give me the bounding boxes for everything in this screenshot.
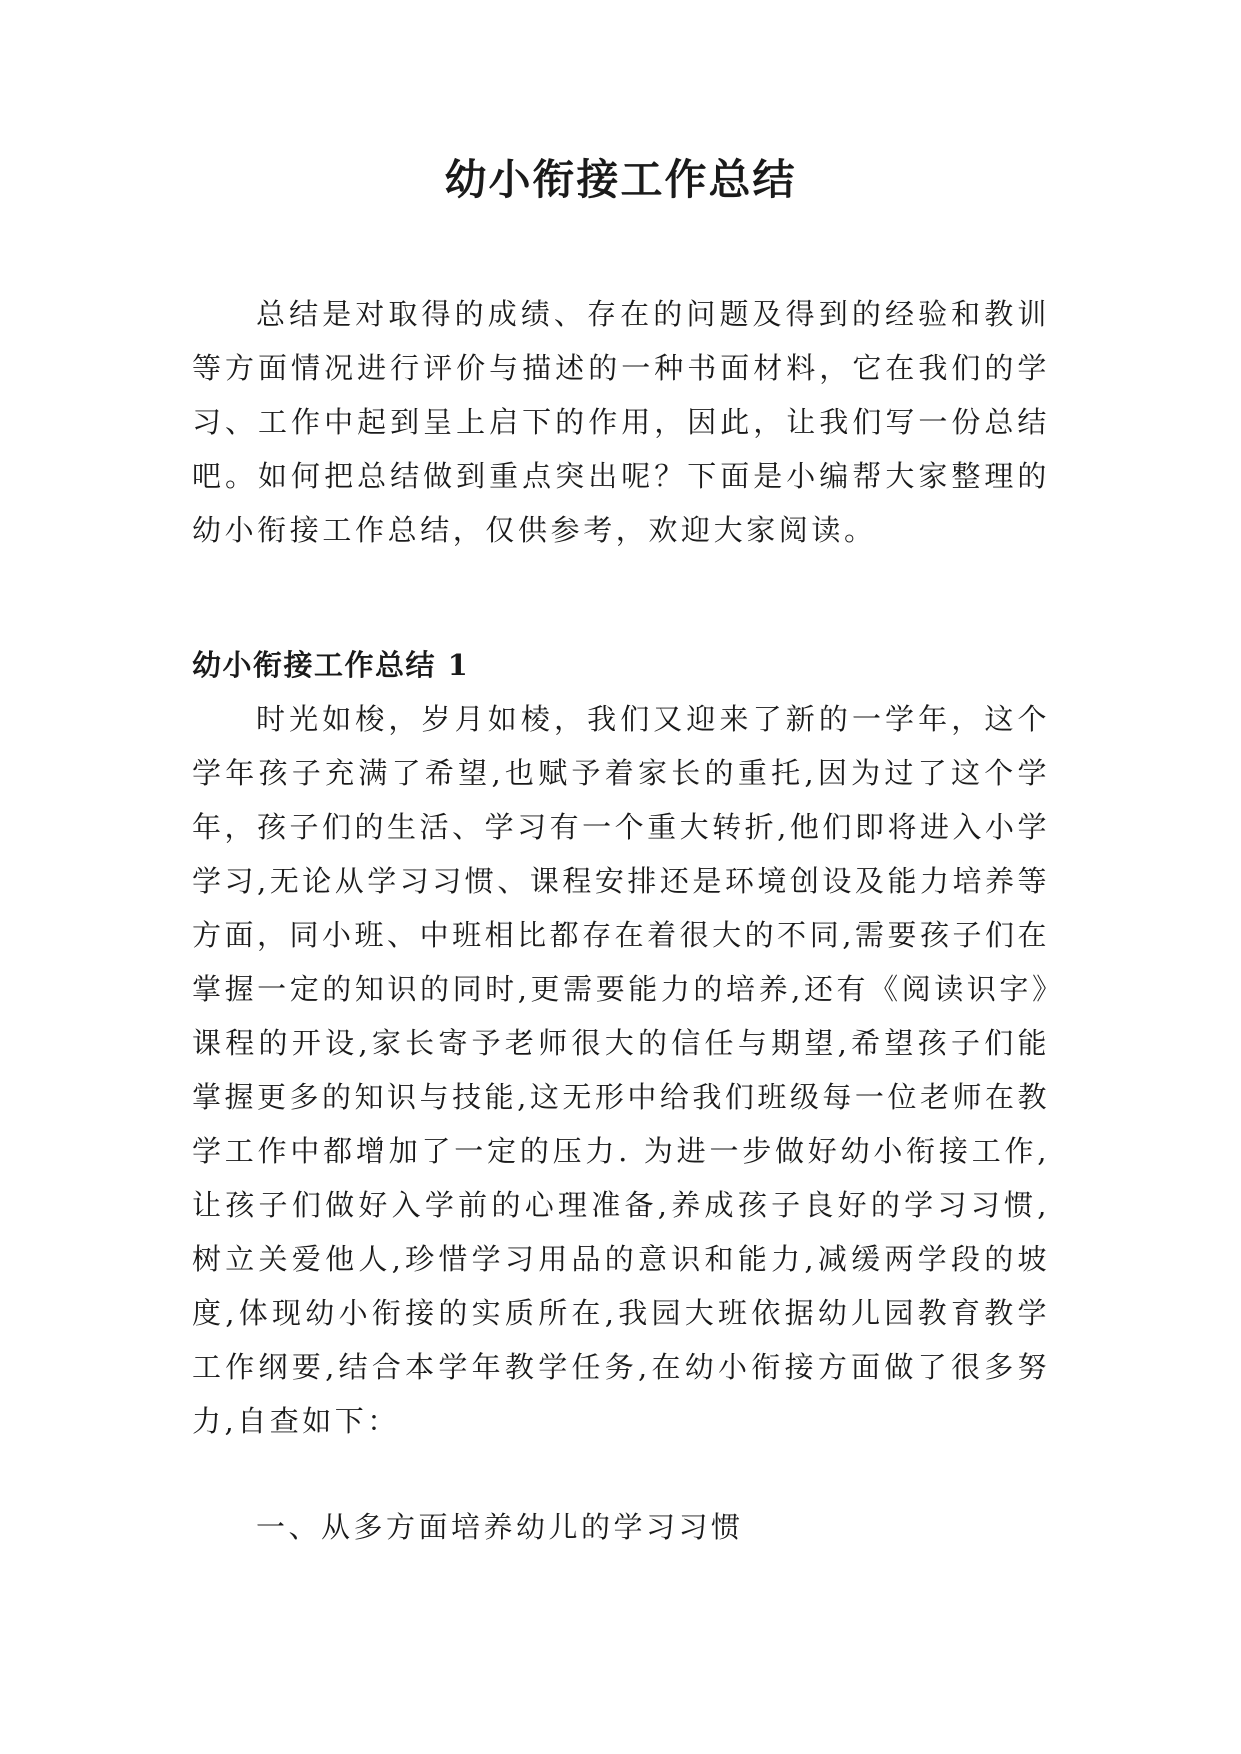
document-title: 幼小衔接工作总结 (444, 155, 797, 204)
section-heading: 幼小衔接工作总结 1 (192, 648, 470, 682)
intro-paragraph: 总结是对取得的成绩、存在的问题及得到的经验和教训等方面情况进行评价与描述的一种书面材料，它在我们的学习、工作中起到呈上启下的作用，因此，让我们写一份总结吧。如何把总结做到重点突出呢？下面是小编帮大家整理的幼小衔接工作总结，仅供参考，欢迎大家阅读。 (192, 297, 1050, 547)
section-paragraph: 时光如梭，岁月如棱，我们又迎来了新的一学年，这个学年孩子充满了希望,也赋予着家长的重托,因为过了这个学年，孩子们的生活、学习有一个重大转折,他们即将进入小学学习,无论从学习习惯、课程安排还是环境创设及能力培养等方面，同小班、中班相比都存在着很大的不同,需要孩子们在掌握一定的知识的同时,更需要能力的培养,还有《阅读识字》课程的开设,家长寄予老师很大的信任与期望,希望孩子们能掌握更多的知识与技能,这无形中给我们班级每一位老师在教学工作中都增加了一定的压力. 为进一步做好幼小衔接工作,让孩子们做好入学前的心理准备,养成孩子良好的学习习惯,树立关爱他人,珍惜学习用品的意识和能力,减缓两学段的坡度,体现幼小衔接的实质所在,我园大班依据幼儿园教育教学工作纲要,结合本学年教学任务,在幼小衔接方面做了很多努力,自查如下： (192, 702, 1050, 1438)
section-subheading: 一、从多方面培养幼儿的学习习惯 (256, 1510, 744, 1544)
